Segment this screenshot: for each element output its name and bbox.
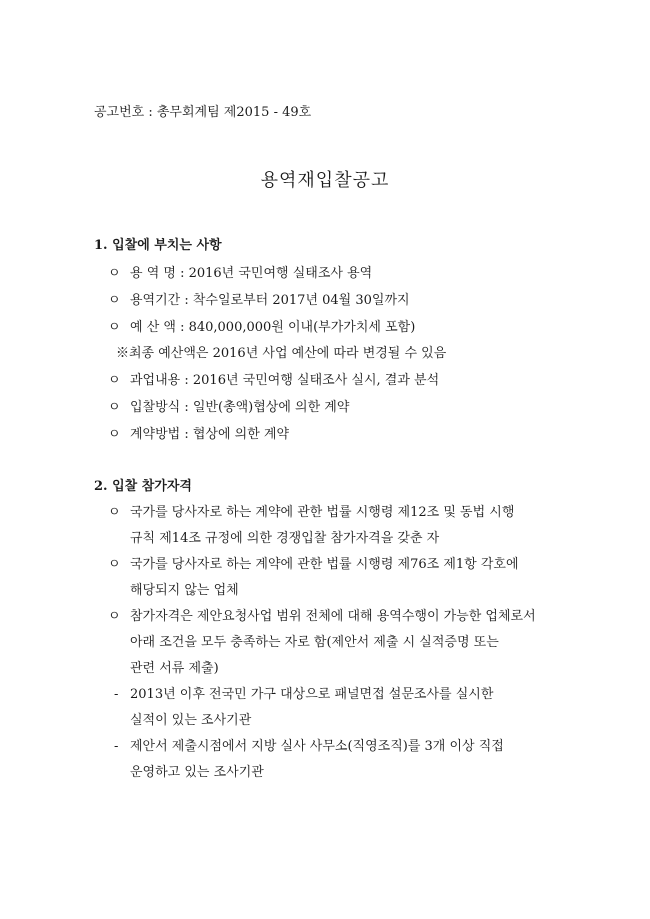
list-item [108,372,439,390]
sub-condition-1-line2: 실적이 있는 조사기관 [130,713,252,728]
sub-condition-2-line1: 제안서 제출시점에서 지방 실사 사무소(직영조직)를 3개 이상 직접 [130,739,504,754]
item-task-content: 과업내용 : 2016년 국민여행 실태조사 실시, 결과 분석 [130,373,440,388]
circle-bullet: ㅇ [108,427,121,442]
notice-number: 공고번호 : 총무회계팀 제2015 - 49호 [94,105,312,120]
list-item [108,399,349,417]
list-item [108,608,536,626]
document-title: 용역재입찰공고 [260,170,390,191]
section2-heading: 2. 입찰 참가자격 [94,479,192,494]
list-item [108,319,415,337]
item-budget: 예 산 액 : 840,000,000원 이내(부가가치세 포함) [130,320,416,335]
circle-bullet: ㅇ [108,293,121,308]
qualification-3-line1: 참가자격은 제안요청사업 범위 전체에 대해 용역수행이 가능한 업체로서 [130,609,536,624]
list-item [108,504,514,522]
qualification-1-line1: 국가를 당사자로 하는 계약에 관한 법률 시행령 제12조 및 동법 시행 [130,505,515,520]
qualification-2-line2: 해당되지 않는 업체 [130,583,239,598]
item-service-period: 용역기간 : 착수일로부터 2017년 04월 30일까지 [130,293,410,308]
dash-bullet: - [114,687,119,702]
list-item [108,426,289,444]
qualification-1-line2: 규칙 제14조 규정에 의한 경쟁입찰 참가자격을 갖춘 자 [130,531,440,546]
qualification-3-line3: 관련 서류 제출) [130,661,219,676]
list-item [108,265,372,283]
circle-bullet: ㅇ [108,373,121,388]
sub-item [114,686,493,704]
list-item [108,556,519,574]
circle-bullet: ㅇ [108,400,121,415]
circle-bullet: ㅇ [108,505,121,520]
item-contract-method: 계약방법 : 협상에 의한 계약 [130,427,290,442]
sub-condition-1-line1: 2013년 이후 전국민 가구 대상으로 패널면접 설문조사를 실시한 [130,687,494,702]
qualification-2-line1: 국가를 당사자로 하는 계약에 관한 법률 시행령 제76조 제1항 각호에 [130,557,519,572]
qualification-3-line2: 아래 조건을 모두 충족하는 자로 함(제안서 제출 시 실적증명 또는 [130,635,499,650]
circle-bullet: ㅇ [108,266,121,281]
circle-bullet: ㅇ [108,557,121,572]
circle-bullet: ㅇ [108,609,121,624]
sub-condition-2-line2: 운영하고 있는 조사기관 [130,765,264,780]
item-service-name: 용 역 명 : 2016년 국민여행 실태조사 용역 [130,266,373,281]
section1-heading: 1. 입찰에 부치는 사항 [94,238,222,253]
dash-bullet: - [114,739,119,754]
list-item [108,292,410,310]
item-bid-method: 입찰방식 : 일반(총액)협상에 의한 계약 [130,400,350,415]
circle-bullet: ㅇ [108,320,121,335]
budget-note: ※최종 예산액은 2016년 사업 예산에 따라 변경될 수 있음 [116,346,447,361]
sub-item [114,738,504,756]
